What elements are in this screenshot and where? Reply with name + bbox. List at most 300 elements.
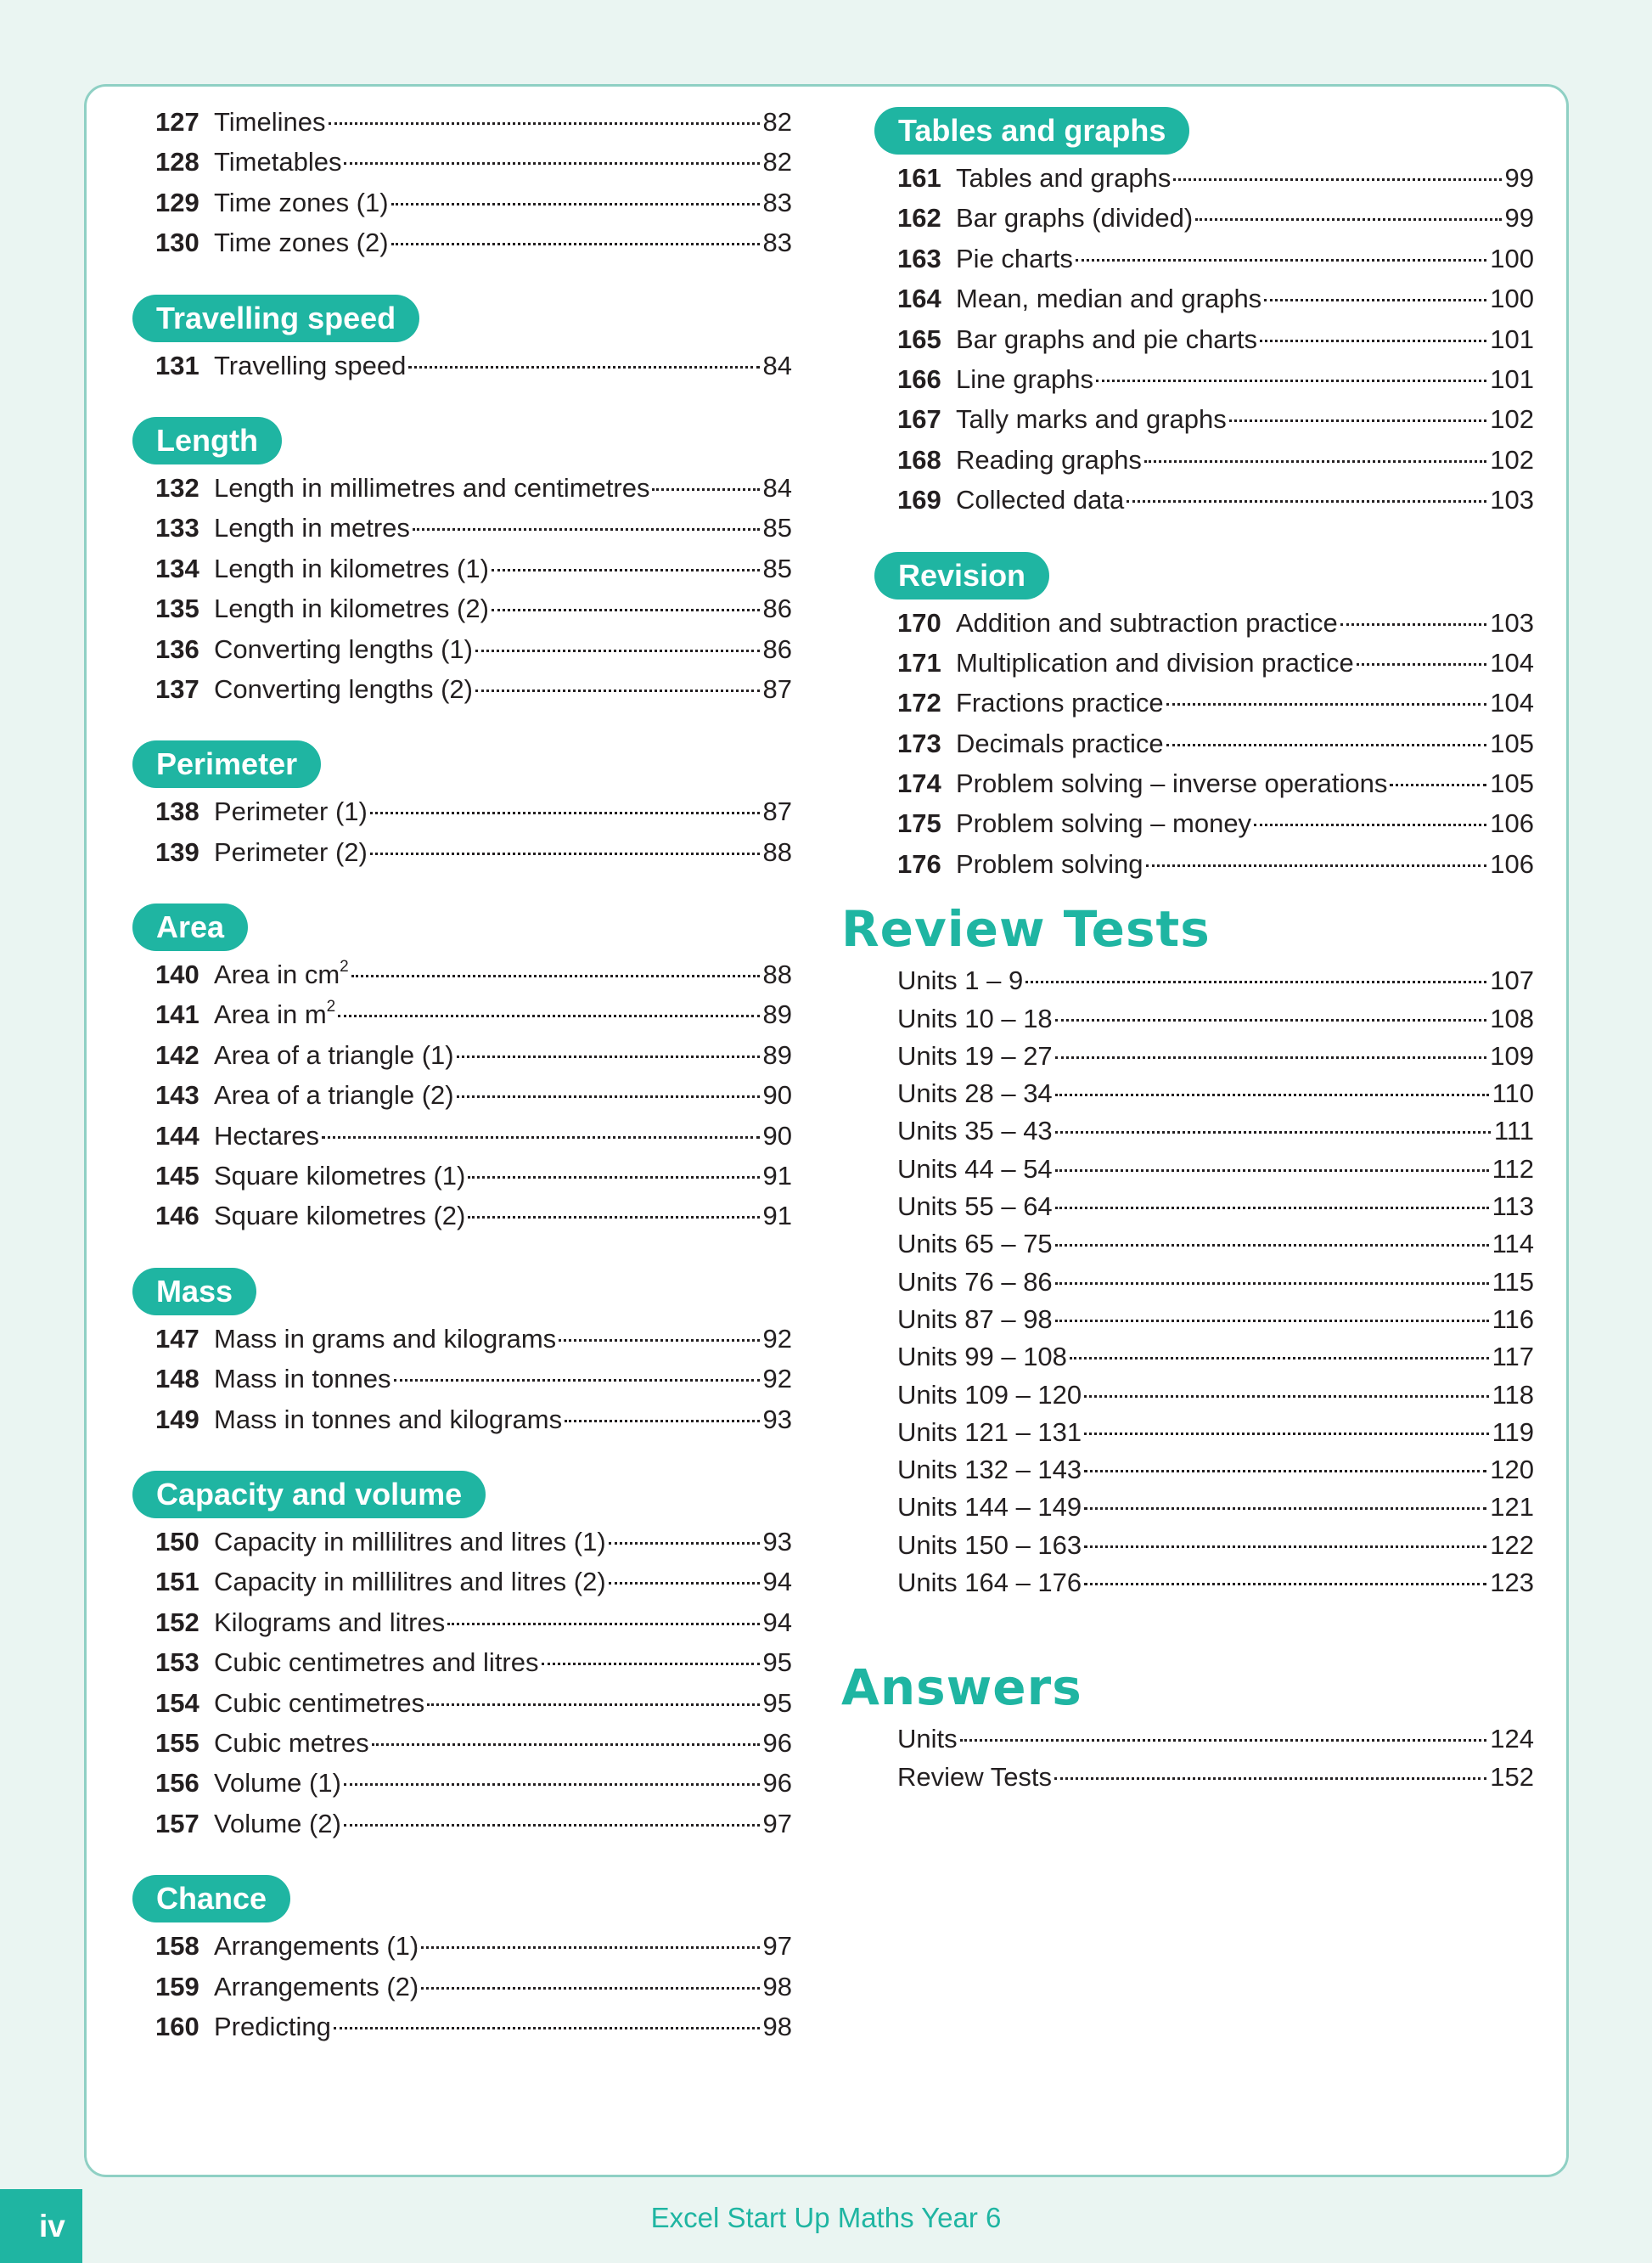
unit-title [214,1967,419,2007]
page-number: 120 [1490,1455,1534,1485]
unit-title [214,669,473,709]
answers-section [841,1658,1534,1796]
page-number: 114 [1492,1229,1534,1259]
entry-title: Units 35 – 43 [897,1116,1053,1146]
dot-leader [1254,824,1486,826]
page-number: 90 [762,1120,792,1151]
contents-left-column [155,102,792,2046]
unit-title [214,832,368,872]
page-number: 105 [1490,768,1534,799]
contents-entry [897,158,1534,198]
entry-title: Units [897,1724,958,1754]
unit-number: 153 [155,1647,199,1678]
dot-leader [351,975,760,977]
unit-title-text: Perimeter (2) [214,836,368,867]
dot-leader [468,1176,759,1179]
contents-entry [897,239,1534,279]
unit-title-text: Volume (2) [214,1808,341,1838]
dot-leader [1055,1094,1489,1096]
entry-title: Units 99 – 108 [897,1342,1067,1372]
contents-entry [897,279,1534,318]
dot-leader [372,1743,760,1746]
unit-title [956,359,1093,399]
page-number: 90 [762,1080,792,1111]
unit-number: 172 [897,688,941,718]
unit-title [956,643,1354,683]
page-number: 83 [762,228,792,258]
unit-number: 148 [155,1364,199,1394]
contents-entry [155,588,792,628]
unit-title [214,1723,369,1763]
page-number: 88 [762,960,792,990]
unit-number: 160 [155,2011,199,2041]
unit-number: 156 [155,1768,199,1799]
unit-title [956,279,1261,318]
unit-number: 163 [897,243,941,273]
dot-leader [1260,340,1486,342]
page-number: 84 [762,350,792,380]
dot-leader [609,1582,760,1585]
page-number: 95 [762,1687,792,1718]
unit-title [214,1035,454,1075]
contents-entry [155,1319,792,1359]
dot-leader [1055,1056,1487,1059]
unit-title [214,588,489,628]
contents-entry [897,1264,1534,1301]
dot-leader [1055,1282,1489,1285]
unit-title-text: Arrangements (1) [214,1931,419,1962]
unit-title [214,1075,454,1115]
entry-title: Units 44 – 54 [897,1153,1053,1184]
unit-title-text: Mass in tonnes and kilograms [214,1404,563,1434]
unit-number: 173 [897,728,941,758]
page-number: 108 [1490,1003,1534,1033]
unit-title-text: Time zones (2) [214,228,389,258]
contents-entry [897,844,1534,884]
entry-title: Units 164 – 176 [897,1568,1082,1597]
unit-title-text: Fractions practice [956,688,1164,718]
unit-title [214,346,406,386]
dot-leader [559,1339,759,1342]
unit-title-superscript: 2 [340,957,349,976]
unit-title [214,142,341,182]
unit-number: 170 [897,607,941,638]
unit-title [956,198,1193,238]
page-number: 121 [1490,1492,1534,1523]
unit-number: 143 [155,1080,199,1111]
dot-leader [542,1663,760,1665]
review-tests-heading: Review Tests [841,900,1211,959]
contents-entry [155,791,792,831]
unit-number: 136 [155,633,199,664]
unit-title-text: Timelines [214,107,326,137]
contents-entry [155,669,792,709]
contents-section [155,904,792,1236]
entry-title: Review Tests [897,1761,1053,1792]
unit-title-text: Bar graphs and pie charts [956,324,1257,354]
unit-title-text: Arrangements (2) [214,1971,419,2001]
page-number: 86 [762,594,792,624]
unit-number: 139 [155,836,199,867]
unit-title-text: Length in kilometres (2) [214,594,489,624]
contents-entry [155,1562,792,1602]
page-number: 104 [1490,688,1534,718]
unit-title-text: Area of a triangle (1) [214,1039,454,1070]
dot-leader [421,1987,759,1990]
unit-title-text: Converting lengths (1) [214,633,473,664]
page-number: 115 [1492,1266,1534,1297]
contents-entry [897,1038,1534,1075]
unit-number: 154 [155,1687,199,1718]
unit-title-text: Predicting [214,2011,331,2041]
contents-entry [897,1188,1534,1225]
entry-title: Units 55 – 64 [897,1191,1053,1222]
page-number: 106 [1490,848,1534,879]
contents-entry [897,603,1534,643]
dot-leader [1055,1320,1489,1322]
dot-leader [1055,1244,1489,1247]
page-number: 82 [762,147,792,177]
section-heading: Mass [132,1268,256,1315]
page-number: 84 [762,472,792,503]
entry-title: Units 132 – 143 [897,1455,1082,1485]
contents-entry [897,440,1534,480]
unit-title [956,440,1142,480]
unit-title-text: Collected data [956,485,1125,515]
dot-leader [1144,460,1486,463]
contents-entry [897,1527,1534,1564]
unit-title [214,1522,606,1562]
contents-entry [897,480,1534,520]
dot-leader [1340,623,1486,626]
unit-number: 141 [155,999,199,1030]
entry-title: Units 87 – 98 [897,1303,1053,1334]
unit-title [956,399,1227,439]
dot-leader [408,366,759,369]
unit-number: 174 [897,768,941,799]
dot-leader [652,488,759,491]
contents-section [897,552,1534,885]
contents-entry [897,1489,1534,1526]
page-number: 119 [1492,1416,1534,1447]
unit-number: 128 [155,147,199,177]
unit-title-text: Cubic metres [214,1727,369,1758]
unit-title [956,844,1143,884]
page-number: 92 [762,1364,792,1394]
contents-entry [155,1967,792,2007]
entry-title: Units 121 – 131 [897,1416,1082,1447]
contents-entry [897,1451,1534,1489]
unit-title [214,994,335,1034]
contents-entry [155,1926,792,1966]
dot-leader [457,1056,760,1058]
contents-entry [897,1151,1534,1188]
contents-section [155,102,792,263]
contents-entry [897,803,1534,843]
page-number: 123 [1490,1568,1534,1597]
section-heading: Revision [874,552,1049,600]
unit-number: 132 [155,472,199,503]
contents-entry [897,1075,1534,1112]
page-number: 103 [1490,607,1534,638]
unit-title-text: Square kilometres (1) [214,1161,466,1191]
unit-number: 155 [155,1727,199,1758]
unit-title [214,629,473,669]
contents-section [155,1471,792,1844]
unit-title-text: Length in millimetres and centimetres [214,472,650,503]
unit-number: 168 [897,444,941,475]
page-number: 101 [1490,324,1534,354]
page-number: 93 [762,1526,792,1557]
entry-title: Units 1 – 9 [897,965,1024,996]
contents-entry [155,1642,792,1682]
contents-entry [897,1376,1534,1414]
unit-title-text: Hectares [214,1120,320,1151]
unit-title [214,1156,465,1196]
dot-leader [334,2027,760,2029]
unit-number: 146 [155,1201,199,1231]
answers-heading: Answers [841,1658,1082,1717]
dot-leader [468,1216,759,1219]
page-number: 110 [1492,1078,1534,1109]
page-number: 87 [762,797,792,827]
unit-number: 158 [155,1931,199,1962]
page-number: 93 [762,1404,792,1434]
unit-number: 176 [897,848,941,879]
section-heading: Length [132,417,282,464]
page-number: 89 [762,999,792,1030]
page-number: 94 [762,1607,792,1637]
unit-number: 161 [897,163,941,193]
unit-title [214,1804,341,1844]
unit-title [214,102,326,142]
unit-title-text: Cubic centimetres and litres [214,1647,539,1678]
unit-title-text: Length in metres [214,513,410,543]
page-number: 118 [1492,1379,1534,1410]
unit-title [214,222,389,262]
unit-number: 138 [155,797,199,827]
dot-leader [1025,981,1486,983]
unit-title-text: Converting lengths (2) [214,673,473,704]
review-tests-section [841,900,1534,1602]
unit-title [214,1642,539,1682]
page-number: 85 [762,513,792,543]
dot-leader [329,122,760,125]
unit-title-text: Volume (1) [214,1768,341,1799]
unit-title [956,683,1164,723]
contents-entry [897,1000,1534,1038]
unit-number: 167 [897,404,941,435]
contents-entry [155,1602,792,1642]
unit-number: 152 [155,1607,199,1637]
answers-list [897,1720,1534,1796]
unit-number: 171 [897,647,941,678]
page-number: 97 [762,1931,792,1962]
contents-section [155,295,792,386]
entry-title: Units 76 – 86 [897,1266,1053,1297]
contents-entry [155,142,792,182]
contents-entry [155,1196,792,1236]
unit-number: 129 [155,187,199,217]
section-heading: Area [132,904,248,951]
page-number: iv [0,2189,82,2263]
contents-entry [155,346,792,386]
unit-title [214,1926,419,1966]
section-heading: Travelling speed [132,295,419,342]
contents-entry [897,1759,1534,1796]
unit-number: 149 [155,1404,199,1434]
unit-title-text: Pie charts [956,243,1073,273]
unit-title [956,158,1171,198]
unit-number: 147 [155,1323,199,1354]
contents-entry [897,1720,1534,1758]
page-number: 97 [762,1808,792,1838]
contents-entry [155,1075,792,1115]
section-heading: Perimeter [132,740,321,788]
page-number: 85 [762,553,792,583]
contents-entry [155,468,792,508]
unit-title [214,1196,465,1236]
entry-title: Units 10 – 18 [897,1003,1053,1033]
dot-leader [1084,1395,1488,1398]
unit-title [214,183,389,222]
page-number: 112 [1492,1153,1534,1184]
page-number: 104 [1490,647,1534,678]
unit-number: 144 [155,1120,199,1151]
contents-entry [155,1359,792,1399]
page-number: 124 [1490,1724,1534,1754]
contents-section [155,1268,792,1439]
unit-number: 137 [155,673,199,704]
unit-title-text: Perimeter (1) [214,797,368,827]
contents-entry [155,832,792,872]
contents-entry [897,962,1534,999]
unit-title [214,1399,562,1439]
unit-title-text: Length in kilometres (1) [214,553,489,583]
unit-title [956,319,1257,359]
review-tests-list [897,962,1534,1602]
contents-entry [155,954,792,994]
entry-title: Units 144 – 149 [897,1492,1082,1523]
contents-entry [897,683,1534,723]
unit-title-text: Kilograms and litres [214,1607,446,1637]
unit-title [214,791,368,831]
unit-title-text: Mass in tonnes [214,1364,391,1394]
dot-leader [370,853,760,855]
unit-number: 166 [897,363,941,394]
dot-leader [447,1623,759,1625]
section-heading: Tables and graphs [874,107,1189,155]
unit-title-text: Problem solving [956,848,1143,879]
unit-title-text: Reading graphs [956,444,1142,475]
page-number: 109 [1490,1040,1534,1071]
page-number: 116 [1492,1303,1534,1334]
page-number: 101 [1490,363,1534,394]
contents-entry [155,1683,792,1723]
entry-title: Units 65 – 75 [897,1229,1053,1259]
entry-title: Units 28 – 34 [897,1078,1053,1109]
unit-number: 159 [155,1971,199,2001]
dot-leader [391,203,760,205]
page-number: 102 [1490,404,1534,435]
contents-entry [155,1035,792,1075]
unit-title-text: Square kilometres (2) [214,1201,466,1231]
contents-right-column [841,107,1534,1796]
contents-entry [155,508,792,548]
page-number: 102 [1490,444,1534,475]
dot-leader [421,1946,759,1949]
contents-entry [897,723,1534,763]
page-number: 82 [762,107,792,137]
unit-title-text: Mean, median and graphs [956,284,1262,314]
unit-title-text: Area in m [214,999,327,1030]
dot-leader [1357,663,1487,666]
unit-title-superscript: 2 [326,998,336,1016]
dot-leader [475,650,760,652]
contents-entry [897,1112,1534,1150]
page-number: 96 [762,1727,792,1758]
contents-entry [155,1723,792,1763]
contents-entry [155,222,792,262]
dot-leader [609,1542,760,1545]
dot-leader [1070,1357,1489,1359]
page-number: 91 [762,1201,792,1231]
page-number: 100 [1490,284,1534,314]
dot-leader [344,1783,760,1786]
unit-title [214,2007,331,2046]
contents-entry [897,319,1534,359]
unit-title [956,803,1251,843]
dot-leader [427,1703,759,1706]
contents-entry [155,102,792,142]
unit-number: 134 [155,553,199,583]
page-number: 88 [762,836,792,867]
unit-title [214,508,410,548]
book-title: Excel Start Up Maths Year 6 [650,2202,1002,2233]
section-heading: Chance [132,1875,290,1922]
unit-number: 130 [155,228,199,258]
unit-title [214,1683,424,1723]
unit-number: 175 [897,808,941,839]
dot-leader [1084,1507,1486,1510]
contents-entry [155,1116,792,1156]
contents-entry [155,1522,792,1562]
contents-entry [155,183,792,222]
contents-entry [155,549,792,588]
dot-leader [1055,1131,1491,1134]
page-number: 87 [762,673,792,704]
unit-title-text: Tally marks and graphs [956,404,1227,435]
page-number: 111 [1493,1116,1534,1146]
page-number: 107 [1490,965,1534,996]
contents-section [897,107,1534,521]
contents-entry [155,1804,792,1844]
unit-title-text: Area of a triangle (2) [214,1080,454,1111]
unit-number: 142 [155,1039,199,1070]
unit-title [214,1562,606,1602]
contents-section [155,417,792,709]
unit-number: 157 [155,1808,199,1838]
entry-title: Units 109 – 120 [897,1379,1082,1410]
page-number: 100 [1490,243,1534,273]
dot-leader [1173,178,1501,181]
dot-leader [1055,1207,1489,1209]
dot-leader [1166,744,1487,746]
page-number: 95 [762,1647,792,1678]
contents-entry [155,994,792,1034]
dot-leader [565,1420,759,1422]
unit-title [214,1602,445,1642]
